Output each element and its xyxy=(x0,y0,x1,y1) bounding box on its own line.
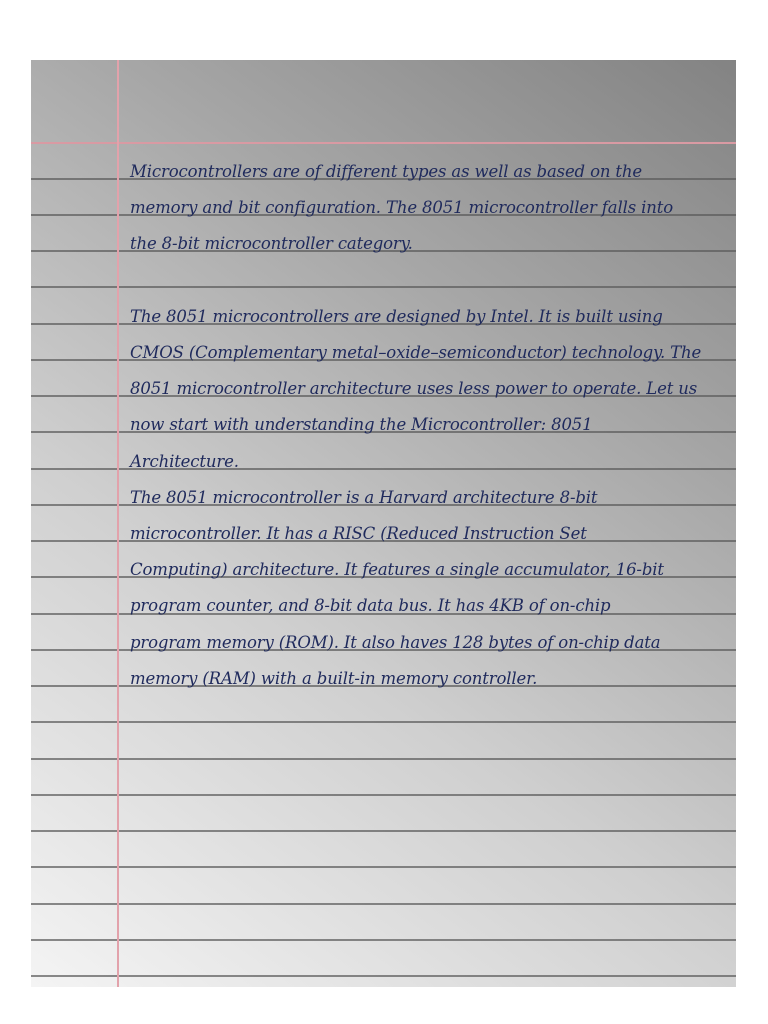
text-line: 8051 microcontroller architecture uses less power to operate. Let us xyxy=(130,379,698,399)
notebook-page xyxy=(31,60,736,987)
text-line: microcontroller. It has a RISC (Reduced Instruction Set xyxy=(130,524,587,544)
text-line: Architecture. xyxy=(130,451,239,471)
text-line: The 8051 microcontrollers are designed by Intel. It is built using xyxy=(130,306,663,326)
text-line: memory (RAM) with a built-in memory controller. xyxy=(130,668,538,688)
text-line: memory and bit configuration. The 8051 microcontroller falls into xyxy=(130,198,673,218)
text-line: CMOS (Complementary metal–oxide–semiconductor) technology. The xyxy=(130,343,702,362)
header-line xyxy=(31,142,736,144)
margin-line xyxy=(117,60,119,987)
text-line: now start with understanding the Microcontroller: 8051 xyxy=(130,415,593,435)
blank-line xyxy=(130,263,730,299)
text-line: The 8051 microcontroller is a Harvard architecture 8-bit xyxy=(130,487,598,507)
handwritten-text xyxy=(130,154,730,697)
text-line: the 8-bit microcontroller category. xyxy=(130,234,413,254)
text-line: program memory (ROM). It also haves 128 bytes of on-chip data xyxy=(130,632,661,652)
text-line: Microcontrollers are of different types as well as based on the xyxy=(130,162,642,181)
text-line: program counter, and 8-bit data bus. It has 4KB of on-chip xyxy=(130,596,611,616)
text-line: Computing) architecture. It features a single accumulator, 16-bit xyxy=(130,560,664,580)
